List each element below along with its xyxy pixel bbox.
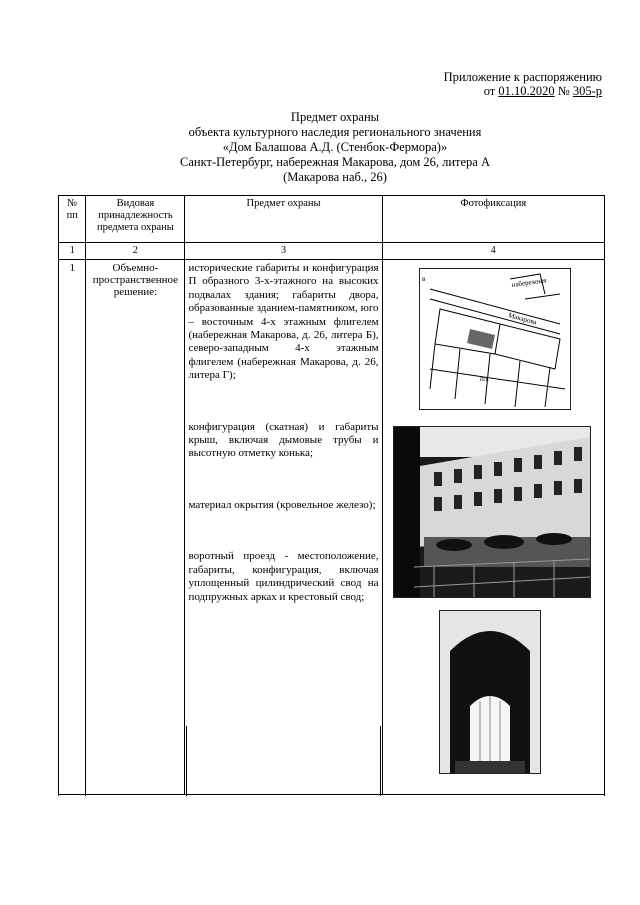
header-type: Видовая принадлежность предмета охраны (86, 196, 185, 243)
protection-subject-table (58, 195, 605, 795)
appendix-header (342, 70, 602, 98)
subject-item: материал окрытия (кровельное железо); (188, 498, 376, 511)
map-label-street: Макарова (507, 311, 538, 327)
appendix-date: 01.10.2020 (498, 84, 555, 98)
header-photo: Фотофиксация (382, 196, 604, 243)
document-title: Предмет охраны объекта культурного наследия регионального значения «Дом Балашова А.Д. (Стенбок-Фермора)» Санкт-Петербург, набережная Макарова, дом 26, литера А (Макарова наб., 26) (180, 110, 490, 184)
site-map-image (419, 268, 571, 410)
table-header-row (59, 196, 605, 243)
street-facade-photo (393, 426, 591, 598)
row-subject (185, 260, 382, 795)
map-label-embankment: набережная (510, 276, 547, 289)
subject-item: воротный проезд - местоположение, габариты, конфигурация, включая уплощенный цилиндрический свод на подпружных арках и крестовый свод; (188, 550, 379, 603)
row-number: 1 (59, 260, 86, 795)
appendix-date-line: от 01.10.2020 № 305-р (483, 84, 602, 98)
row-photos (382, 260, 604, 795)
column-number-row: 1 2 3 4 (59, 243, 605, 260)
row-type: Объемно-пространственное решение: (86, 260, 185, 795)
map-label-lane: пл. (479, 375, 489, 383)
map-label-corner: в (421, 275, 425, 283)
header-subject: Предмет охраны (185, 196, 382, 243)
table-row (59, 260, 605, 795)
table-continuation (58, 726, 605, 796)
appendix-number: 305-р (572, 84, 602, 98)
header-number: № пп (59, 196, 86, 243)
subject-item: исторические габариты и конфигурация П образного 3-х-этажного на высоких подвалах здания; габариты двора, образованные зданием-памятником, юго – восточным 4-х этажным флигелем (набережная Макарова, д. 26, литера Б), северо-западным 4-х этажным флигелем (набережная Макарова, д. 26, литера Г); (188, 262, 379, 382)
appendix-title: Приложение к распоряжению (443, 70, 602, 84)
subject-item: конфигурация (скатная) и габариты крыш, включая дымовые трубы и высотную отметку конька; (188, 420, 379, 460)
